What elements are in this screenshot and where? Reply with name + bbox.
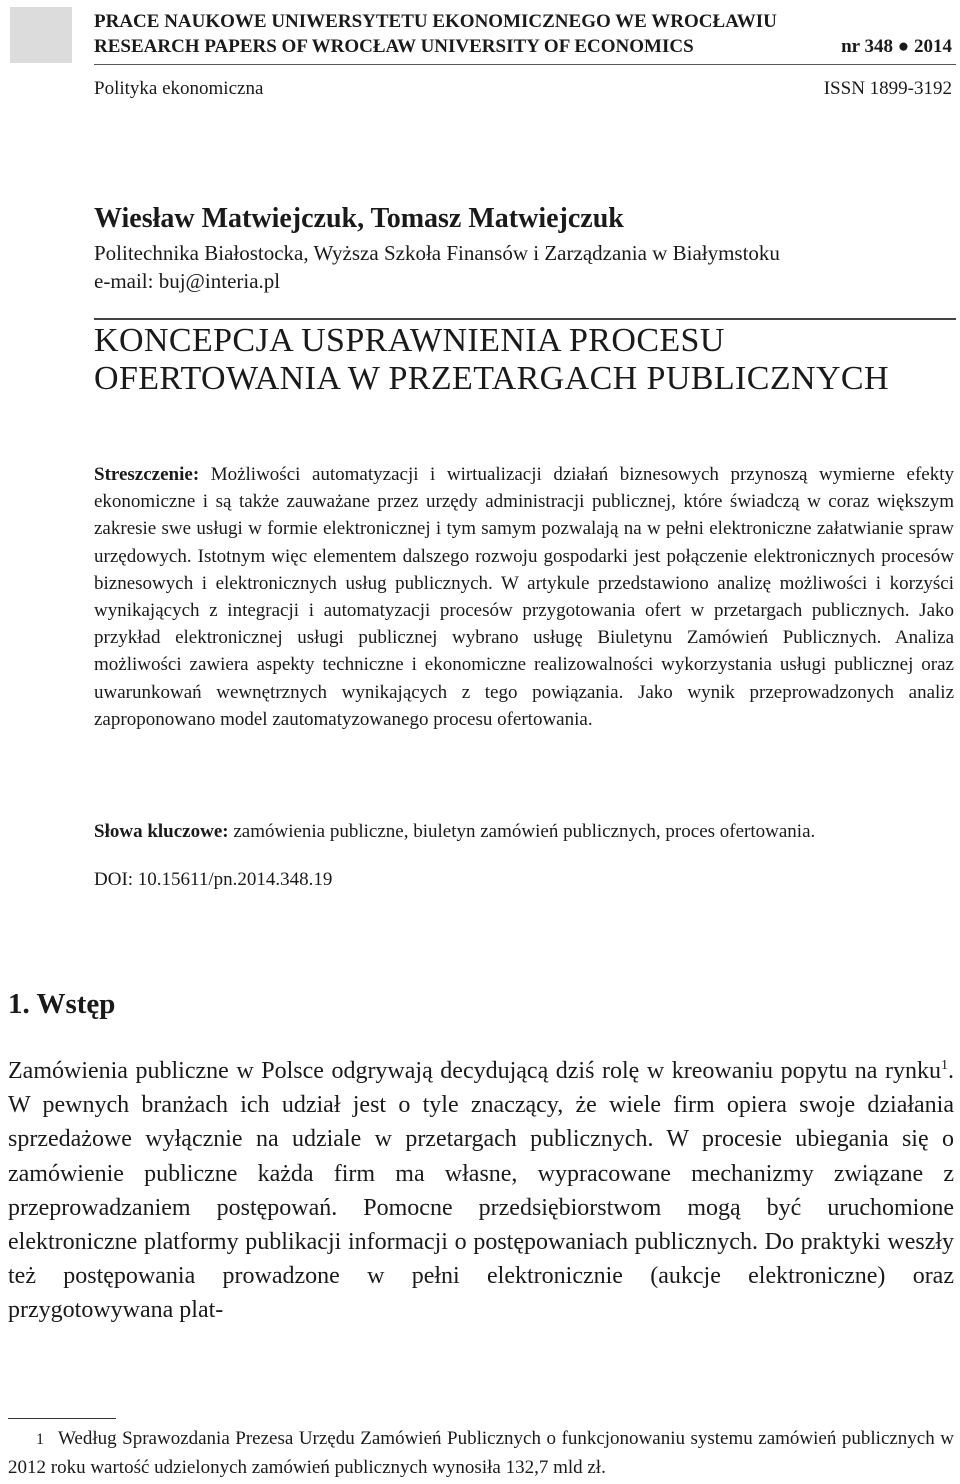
series-title-en: RESEARCH PAPERS OF WROCŁAW UNIVERSITY OF ECONOMICS — [94, 36, 694, 57]
footnote-number: 1 — [36, 1431, 44, 1448]
footnote-reference[interactable]: 1 — [941, 1058, 948, 1073]
title-divider — [94, 318, 956, 320]
article-title-line-1: KONCEPCJA USPRAWNIENIA PROCESU — [94, 322, 725, 359]
authors: Wiesław Matwiejczuk, Tomasz Matwiejczuk — [94, 203, 624, 234]
header-gray-block — [10, 7, 72, 63]
series-title-en-row — [94, 35, 952, 59]
keywords-text: zamówienia publiczne, biuletyn zamówień publicznych, proces ofertowania. — [228, 821, 816, 842]
journal-row — [94, 77, 952, 101]
footnote — [8, 1425, 954, 1482]
header-divider — [94, 64, 956, 65]
article-title — [94, 322, 889, 398]
doi[interactable]: DOI: 10.15611/pn.2014.348.19 — [94, 869, 333, 890]
abstract-label: Streszczenie: — [94, 464, 200, 485]
body-text-start: Zamówienia publiczne w Polsce odgrywają decydującą dziś rolę w kreowaniu popytu na rynku — [8, 1058, 941, 1084]
body-paragraph — [8, 1054, 954, 1328]
keywords-label: Słowa kluczowe: — [94, 821, 229, 842]
keywords — [94, 818, 954, 845]
series-title-pl: PRACE NAUKOWE UNIWERSYTETU EKONOMICZNEGO WE WROCŁAWIU — [94, 11, 777, 32]
affiliation: Politechnika Białostocka, Wyższa Szkoła Finansów i Zarządzania w Białymstoku — [94, 241, 780, 265]
footnote-divider — [8, 1418, 116, 1419]
issue-number: nr 348 ● 2014 — [841, 36, 952, 57]
abstract-text: Możliwości automatyzacji i wirtualizacji działań biznesowych przynoszą wymierne efekty ekonomiczne i są także zauważane przez urzędy administracji publicznej, które świadczą w coraz większym zakresie swe usługi w formie elektronicznej i tym samym pozwalają na w pełni elektroniczne załatwianie spraw urzędowych. Istotnym więc elementem dalszego rozwoju gospodarki jest połączenie elektronicznych procesów biznesowych i elektronicznych usług publicznych. W artykule przedstawiono analizę możliwości i korzyści wynikających z integracji i automatyzacji procesów przygotowania ofert w przetargach publicznych. Jako przykład elektronicznej usługi publicznej wybrano usługę Biuletynu Zamówień Publicznych. Analiza możliwości zawiera aspekty techniczne i ekonomiczne realizowalności wykorzystania usługi publicznej oraz uwarunkowań wewnętrznych wynikających z tego powiązania. Jako wynik przeprowadzonych analiz zaproponowano model zautomatyzowanego procesu ofertowania. — [94, 464, 954, 730]
journal-name: Polityka ekonomiczna — [94, 78, 264, 99]
footnote-text: Według Sprawozdania Prezesa Urzędu Zamówień Publicznych o funkcjonowaniu systemu zamówień publicznych w 2012 roku wartość udzielonych zamówień publicznych wynosiła 132,7 mld zł. — [8, 1428, 954, 1478]
article-title-line-2: OFERTOWANIA W PRZETARGACH PUBLICZNYCH — [94, 360, 889, 397]
body-text-rest: . W pewnych branżach ich udział jest o tyle znaczący, że wiele firm opiera swoje działania sprzedażowe wyłącznie na udziale w przetargach publicznych. W procesie ubiegania się o zamówienie publiczne każda firm ma własne, wypracowane mechanizmy związane z przeprowadzaniem postępowań. Pomocne przedsiębiorstwom mogą być uruchomione elektroniczne platformy publikacji informacji o postępowaniach publicznych. Do praktyki weszły też postępowania prowadzone w pełni elektronicznie (aukcje elektroniczne) oraz przygotowywana plat- — [8, 1058, 954, 1324]
issn: ISSN 1899-3192 — [823, 78, 952, 99]
author-email[interactable]: e-mail: buj@interia.pl — [94, 269, 281, 293]
abstract — [94, 461, 954, 733]
section-heading: 1. Wstęp — [8, 988, 116, 1020]
